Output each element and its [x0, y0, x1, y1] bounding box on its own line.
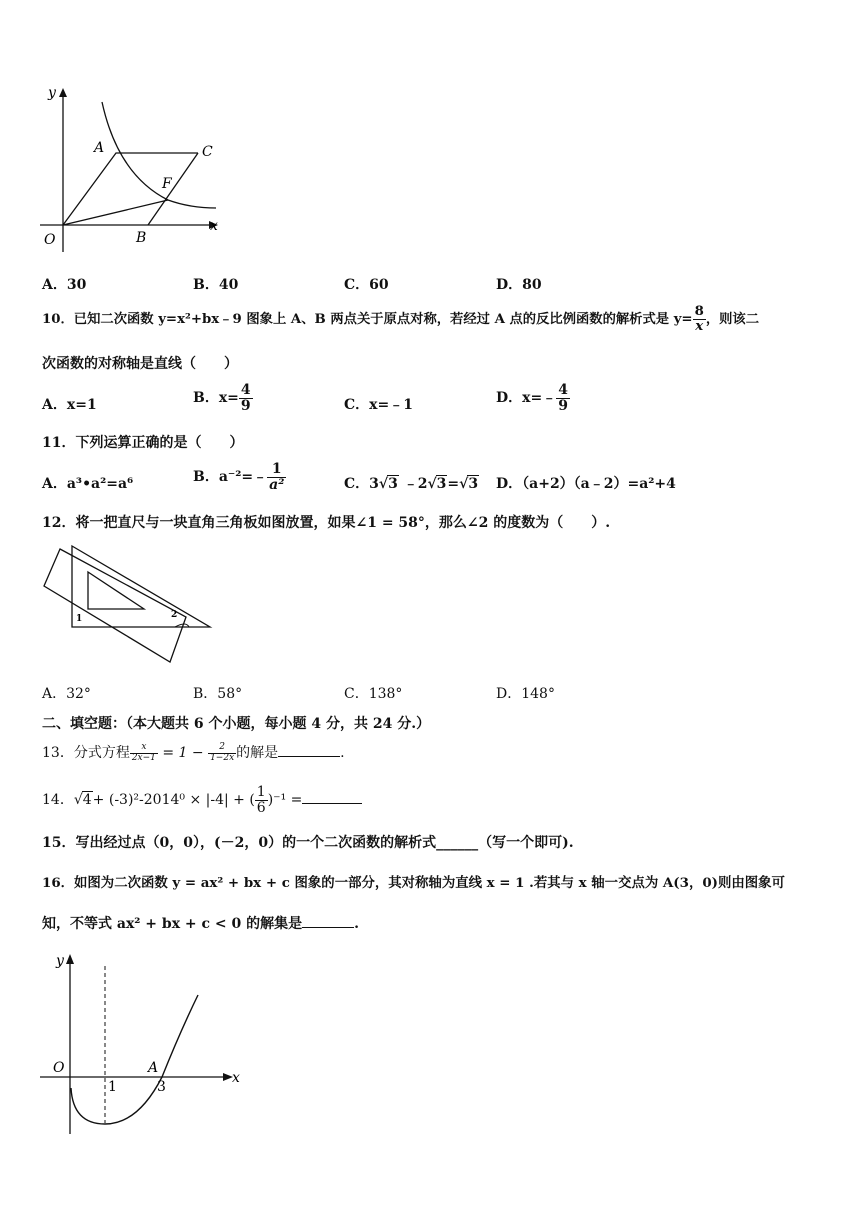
q9-option-c: C．60 — [344, 277, 389, 293]
q13-stem: 13．分式方程 $\frac{x}{2x-1}$ = 1 − $\frac{2}{1-2x}$ 的解是 . — [42, 742, 345, 763]
q10-option-c: C．x=﹣1 — [344, 397, 413, 413]
figure-q9 — [30, 80, 230, 255]
q12-option-d: D．148° — [496, 686, 555, 702]
q10-text2: ，则该二 — [705, 311, 760, 327]
q11-stem: 11．下列运算正确的是（ ） — [42, 435, 244, 451]
fig16-A-label: A — [148, 1060, 159, 1076]
q10-option-b: B．x= $\frac{4}{9}$ — [193, 382, 251, 414]
q12-option-b: B．58° — [193, 686, 243, 702]
fig9-B-label: B — [136, 230, 147, 246]
q16-stem-line2: 知，不等式 ax² + bx + c < 0 的解集是 . — [42, 916, 360, 932]
fig16-tick-1: 1 — [108, 1079, 117, 1095]
q12-stem: 12．将一把直尺与一块直角三角板如图放置，如果∠1 = 58°，那么∠2 的度数为（ ）. — [42, 515, 611, 531]
q12-angle1-label: 1 — [76, 614, 83, 624]
q10-stem-line2: 次函数的对称轴是直线（ ） — [42, 356, 238, 372]
q11-option-d: D．（a+2）（a﹣2）=a²+4 — [496, 476, 676, 492]
fig16-tick-3: 3 — [157, 1079, 166, 1095]
q11-option-a: A．a³•a²=a⁶ — [42, 476, 134, 492]
fig9-A-label: A — [94, 140, 105, 156]
q11-option-c: C．3√3 ﹣2√3=√3 — [344, 476, 479, 492]
fig9-C-label: C — [202, 144, 213, 160]
q10-text1: 10．已知二次函数 y=x²+bx﹣9 图象上 A、B 两点关于原点对称，若经过 A 点的反比例函数的解析式是 y= — [42, 311, 693, 327]
fig16-x-label: x — [232, 1070, 240, 1086]
q12-option-a: A．32° — [42, 686, 91, 702]
q15-stem: 15．写出经过点（0，0），(－2，0）的一个二次函数的解析式______（写一个即可). — [42, 835, 574, 851]
q9-option-d: D．80 — [496, 277, 542, 293]
figure-q12 — [36, 540, 216, 665]
q16-stem-line1: 16．如图为二次函数 y = ax² + bx + c 图象的一部分，其对称轴为直线 x = 1 .若其与 x 轴一交点为 A(3，0)则由图象可 — [42, 875, 785, 891]
q12-angle2-label: 2 — [171, 610, 178, 620]
q10-option-a: A．x=1 — [42, 397, 97, 413]
fig9-x-label: x — [210, 218, 218, 234]
fig16-O-label: O — [53, 1060, 65, 1076]
q9-option-a: A．30 — [42, 277, 87, 293]
figure-q16 — [38, 948, 248, 1138]
q10-fraction: $\frac{8}{x}$ — [694, 304, 704, 334]
section-2-heading: 二、填空题：（本大题共 6 个小题，每小题 4 分，共 24 分.） — [42, 716, 431, 732]
q9-option-b: B．40 — [193, 277, 239, 293]
q10-option-d: D．x=﹣ $\frac{4}{9}$ — [496, 382, 568, 414]
q14-stem: 14．√4+ (-3)²-2014⁰ × |-4| + ( $\frac{1}{6}$ )⁻¹ = — [42, 785, 362, 815]
q10-stem — [42, 305, 759, 334]
q11-option-b: B．a⁻²=﹣ $\frac{1}{\text{a²}}$ — [193, 461, 285, 493]
fig9-F-label: F — [162, 176, 172, 192]
q12-option-c: C．138° — [344, 686, 403, 702]
fig9-O-label: O — [44, 232, 56, 248]
fig16-y-label: y — [56, 953, 64, 969]
fig9-y-label: y — [48, 85, 56, 101]
